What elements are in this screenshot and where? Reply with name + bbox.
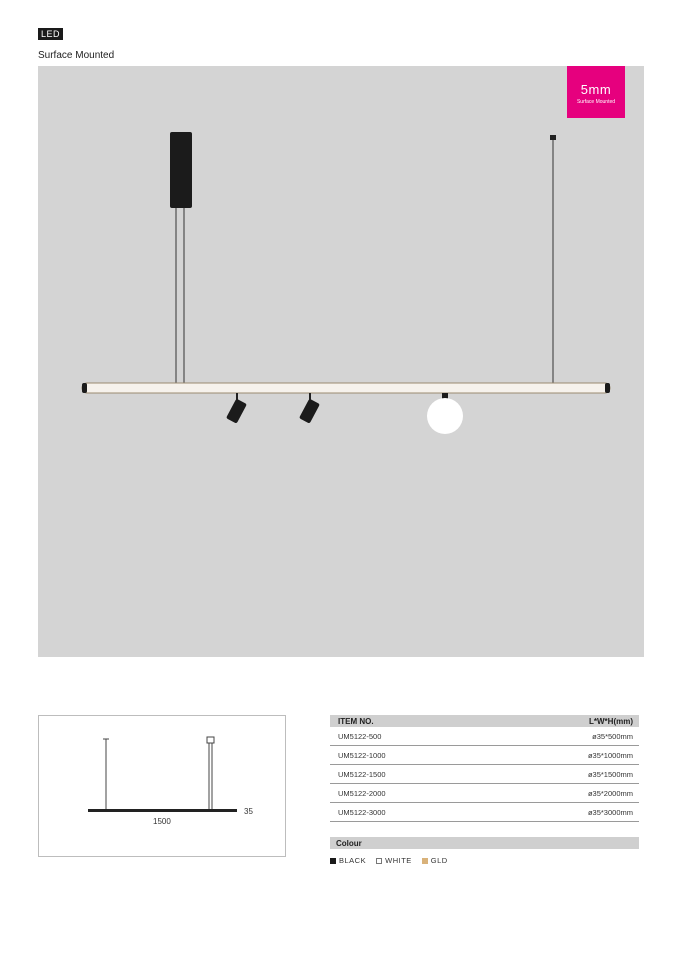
white-swatch	[376, 858, 382, 864]
colour-label: BLACK	[339, 856, 367, 865]
finish-tag-label: Surface Mounted	[576, 99, 616, 105]
finish-tag	[567, 66, 625, 118]
table-row	[330, 746, 639, 765]
colour-label: GLD	[430, 856, 448, 865]
table-row	[330, 765, 639, 784]
dimension-diagram	[38, 715, 286, 857]
gold-swatch	[422, 858, 428, 864]
length-dimension: 1500	[153, 817, 171, 826]
colour-section	[330, 837, 639, 849]
item-number: UM5122-500	[338, 731, 382, 741]
header-item-no: ITEM NO.	[338, 716, 374, 726]
item-dimensions: ø35*2000mm	[587, 788, 633, 798]
table-row	[330, 727, 639, 746]
table-row	[330, 803, 639, 822]
colour-options	[330, 856, 458, 865]
page-subtitle: Surface Mounted	[38, 50, 115, 61]
item-dimensions: ø35*1500mm	[587, 769, 633, 779]
item-number: UM5122-3000	[338, 807, 386, 817]
led-badge: LED	[38, 28, 63, 40]
item-number: UM5122-2000	[338, 788, 386, 798]
item-dimensions: ø35*500mm	[592, 731, 633, 741]
finish-tag-size: 5mm	[580, 82, 612, 97]
colour-option-black	[330, 856, 366, 865]
pendant-lamp-illustration	[38, 66, 644, 657]
item-number: UM5122-1000	[338, 750, 386, 760]
colour-option-white	[376, 856, 412, 865]
item-number: UM5122-1500	[338, 769, 386, 779]
item-dimensions: ø35*3000mm	[587, 807, 633, 817]
colour-label: WHITE	[385, 856, 412, 865]
dimension-drawing	[39, 716, 287, 858]
table-row	[330, 784, 639, 803]
black-swatch	[330, 858, 336, 864]
header-dimensions: L*W*H(mm)	[589, 716, 633, 726]
spec-table-header	[330, 715, 639, 727]
spec-table	[330, 715, 639, 822]
height-dimension: 35	[244, 807, 253, 816]
colour-option-gold	[422, 856, 448, 865]
product-photo	[38, 66, 644, 657]
colour-header: Colour	[330, 837, 639, 849]
item-dimensions: ø35*1000mm	[587, 750, 633, 760]
